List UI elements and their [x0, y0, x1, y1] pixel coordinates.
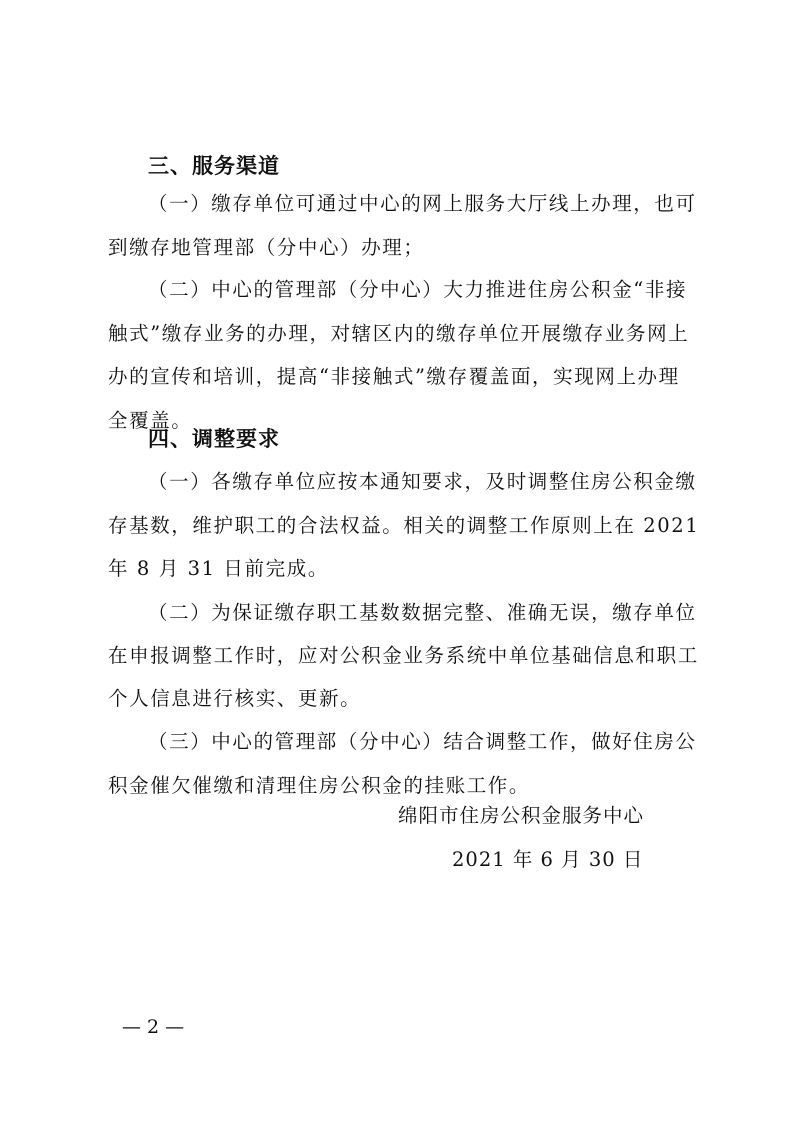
- paragraph-line: （一）缴存单位可通过中心的网上服务大厅线上办理，也可: [148, 192, 697, 215]
- paragraph-line: （二）中心的管理部（分中心）大力推进住房公积金“非接: [148, 278, 688, 301]
- page-number: — 2 —: [122, 1016, 185, 1038]
- paragraph-line: 办的宣传和培训，提高“非接触式”缴存覆盖面，实现网上办理: [108, 365, 680, 388]
- paragraph-line: 年 8 月 31 日前完成。: [108, 557, 329, 580]
- section-heading-adjustment-requirements: 四、调整要求: [148, 427, 280, 451]
- paragraph-line: （一）各缴存单位应按本通知要求，及时调整住房公积金缴: [148, 470, 697, 493]
- paragraph-line: （二）为保证缴存职工基数数据完整、准确无误，缴存单位: [148, 601, 697, 624]
- paragraph-line: 触式”缴存业务的办理，对辖区内的缴存单位开展缴存业务网上: [108, 322, 690, 345]
- paragraph-line: 全覆盖。: [108, 409, 193, 432]
- signature-date: 2021 年 6 月 30 日: [452, 848, 644, 871]
- section-heading-service-channels: 三、服务渠道: [148, 154, 280, 178]
- paragraph-line: 个人信息进行核实、更新。: [108, 687, 362, 710]
- signature-organization: 绵阳市住房公积金服务中心: [398, 804, 645, 827]
- paragraph-line: 到缴存地管理部（分中心）办理；: [108, 236, 425, 259]
- paragraph-line: 存基数，维护职工的合法权益。相关的调整工作原则上在 2021: [108, 514, 700, 537]
- paragraph-line: 在申报调整工作时，应对公积金业务系统中单位基础信息和职工: [108, 644, 699, 667]
- paragraph-line: 积金催欠催缴和清理住房公积金的挂账工作。: [108, 774, 531, 797]
- paragraph-line: （三）中心的管理部（分中心）结合调整工作，做好住房公: [148, 730, 697, 753]
